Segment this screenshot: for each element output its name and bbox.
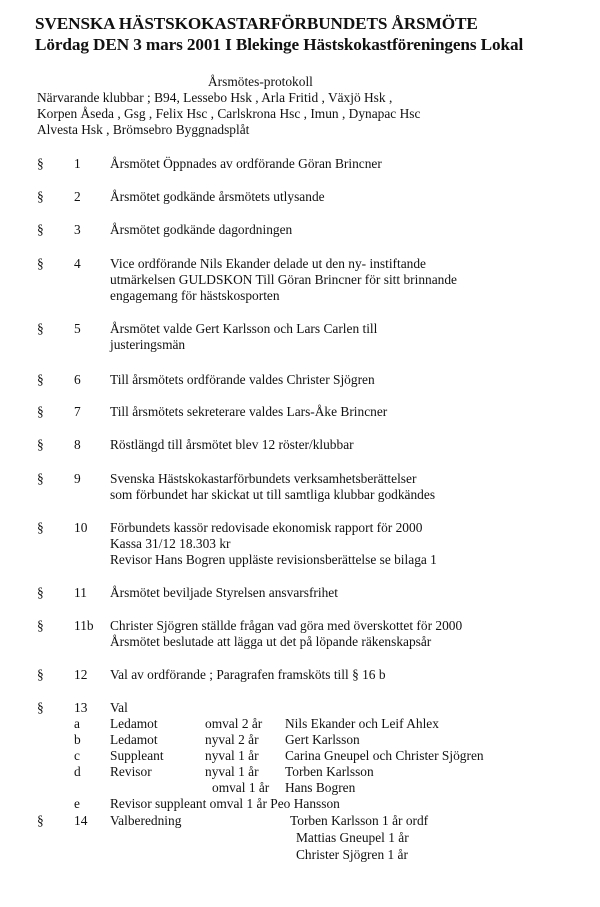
item-number: 14 bbox=[74, 813, 88, 828]
item-number: 5 bbox=[74, 321, 81, 336]
election-text: Revisor suppleant omval 1 år Peo Hansson bbox=[110, 796, 340, 811]
election-names: Carina Gneupel och Christer Sjögren bbox=[285, 748, 484, 763]
item-text: som förbundet har skickat ut till samtliga klubbar godkändes bbox=[110, 487, 436, 502]
item-text: Årsmötet beviljade Styrelsen ansvarsfrihet bbox=[110, 585, 338, 600]
item-text: Till årsmötets ordförande valdes Christer Sjögren bbox=[110, 372, 375, 387]
election-role: Ledamot bbox=[110, 716, 158, 731]
agenda-item-elections bbox=[0, 700, 600, 810]
section-symbol: § bbox=[37, 437, 44, 452]
item-number: 11 bbox=[74, 585, 87, 600]
section-symbol: § bbox=[37, 321, 44, 336]
protocol-label: Årsmötes-protokoll bbox=[208, 74, 313, 89]
election-type: nyval 1 år bbox=[205, 764, 259, 779]
item-number: 6 bbox=[74, 372, 81, 387]
election-names: Nils Ekander och Leif Ahlex bbox=[285, 716, 439, 731]
agenda-item-nomination bbox=[0, 813, 600, 869]
item-text: Kassa 31/12 18.303 kr bbox=[110, 536, 231, 551]
election-names: Gert Karlsson bbox=[285, 732, 360, 747]
item-number: 11b bbox=[74, 618, 94, 633]
item-text: Årsmötet godkände dagordningen bbox=[110, 222, 293, 237]
item-text: Svenska Hästskokastarförbundets verksamhetsberättelser bbox=[110, 471, 417, 486]
election-letter: d bbox=[74, 764, 81, 779]
item-text: Årsmötet Öppnades av ordförande Göran Brincner bbox=[110, 156, 382, 171]
item-number: 2 bbox=[74, 189, 81, 204]
section-symbol: § bbox=[37, 256, 44, 271]
item-number: 4 bbox=[74, 256, 81, 271]
item-number: 3 bbox=[74, 222, 81, 237]
section-symbol: § bbox=[37, 618, 44, 633]
section-symbol: § bbox=[37, 156, 44, 171]
item-number: 10 bbox=[74, 520, 88, 535]
item-text: Röstlängd till årsmötet blev 12 röster/klubbar bbox=[110, 437, 354, 452]
election-letter: e bbox=[74, 796, 80, 811]
item-number: 8 bbox=[74, 437, 81, 452]
election-letter: b bbox=[74, 732, 81, 747]
nomination-member: Mattias Gneupel 1 år bbox=[296, 830, 409, 845]
item-text: Christer Sjögren ställde frågan vad göra med överskottet för 2000 bbox=[110, 618, 463, 633]
item-text: Årsmötet valde Gert Karlsson och Lars Carlen till bbox=[110, 321, 378, 336]
section-symbol: § bbox=[37, 585, 44, 600]
item-text: Förbundets kassör redovisade ekonomisk rapport för 2000 bbox=[110, 520, 423, 535]
section-symbol: § bbox=[37, 813, 44, 828]
section-symbol: § bbox=[37, 471, 44, 486]
election-letter: c bbox=[74, 748, 80, 763]
section-symbol: § bbox=[37, 700, 44, 715]
item-text: Val bbox=[110, 700, 128, 715]
item-text: Valberedning bbox=[110, 813, 182, 828]
item-text: utmärkelsen GULDSKON Till Göran Brincner för sitt brinnande bbox=[110, 272, 457, 287]
attendees-line: Närvarande klubbar ; B94, Lessebo Hsk , Arla Fritid , Växjö Hsk , bbox=[37, 90, 393, 105]
item-text: Revisor Hans Bogren uppläste revisionsberättelse se bilaga 1 bbox=[110, 552, 437, 567]
item-text: Årsmötet godkände årsmötets utlysande bbox=[110, 189, 325, 204]
election-role: Revisor bbox=[110, 764, 152, 779]
section-symbol: § bbox=[37, 189, 44, 204]
attendees-line: Alvesta Hsk , Brömsebro Byggnadsplåt bbox=[37, 122, 250, 137]
item-text: engagemang för hästskosporten bbox=[110, 288, 280, 303]
item-text: Till årsmötets sekreterare valdes Lars-Åke Brincner bbox=[110, 404, 388, 419]
document-title: SVENSKA HÄSTSKOKASTARFÖRBUNDETS ÅRSMÖTE bbox=[35, 14, 478, 33]
election-letter: a bbox=[74, 716, 80, 731]
item-number: 1 bbox=[74, 156, 81, 171]
election-type: omval 2 år bbox=[205, 716, 263, 731]
item-text: Val av ordförande ; Paragrafen framsköts till § 16 b bbox=[110, 667, 386, 682]
item-number: 9 bbox=[74, 471, 81, 486]
attendees-line: Korpen Åseda , Gsg , Felix Hsc , Carlskrona Hsc , Imun , Dynapac Hsc bbox=[37, 106, 421, 121]
election-role: Suppleant bbox=[110, 748, 164, 763]
election-type: nyval 2 år bbox=[205, 732, 259, 747]
nomination-member: Christer Sjögren 1 år bbox=[296, 847, 408, 862]
election-names: Hans Bogren bbox=[285, 780, 356, 795]
section-symbol: § bbox=[37, 667, 44, 682]
section-symbol: § bbox=[37, 404, 44, 419]
election-role: Ledamot bbox=[110, 732, 158, 747]
section-symbol: § bbox=[37, 520, 44, 535]
item-number: 13 bbox=[74, 700, 88, 715]
election-names: Torben Karlsson bbox=[285, 764, 374, 779]
item-number: 12 bbox=[74, 667, 88, 682]
section-symbol: § bbox=[37, 372, 44, 387]
section-symbol: § bbox=[37, 222, 44, 237]
item-number: 7 bbox=[74, 404, 81, 419]
item-text: Årsmötet beslutade att lägga ut det på löpande räkenskapsår bbox=[110, 634, 432, 649]
election-type: nyval 1 år bbox=[205, 748, 259, 763]
document-subtitle: Lördag DEN 3 mars 2001 I Blekinge Hästskokastföreningens Lokal bbox=[35, 35, 524, 54]
item-text: justeringsmän bbox=[110, 337, 186, 352]
election-type: omval 1 år bbox=[212, 780, 270, 795]
item-text: Vice ordförande Nils Ekander delade ut den ny- instiftande bbox=[110, 256, 426, 271]
nomination-member: Torben Karlsson 1 år ordf bbox=[290, 813, 429, 828]
